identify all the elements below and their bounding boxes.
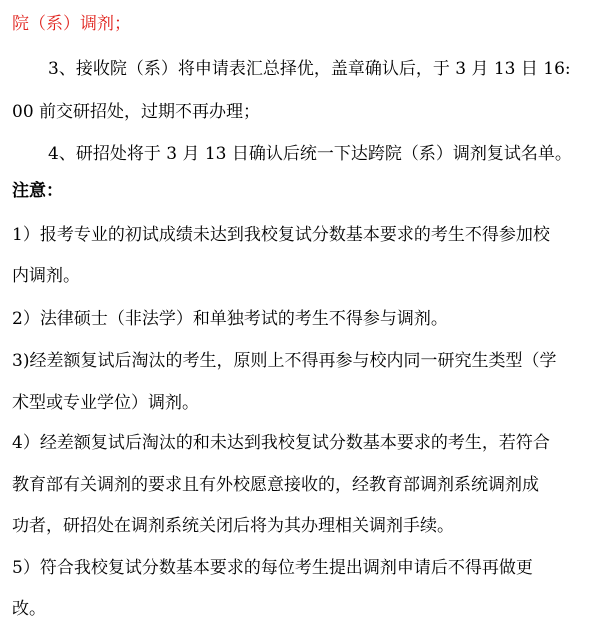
note-5-line-1: 5）符合我校复试分数基本要求的每位考生提出调剂申请后不得再做更	[12, 558, 533, 578]
note-1-line-2: 内调剂。	[12, 266, 80, 286]
note-5-line-2: 改。	[12, 599, 46, 619]
note-1-line-1: 1）报考专业的初试成绩未达到我校复试分数基本要求的考生不得参加校	[12, 225, 550, 245]
item-3-line-1: 3、接收院（系）将申请表汇总择优，盖章确认后，于 3 月 13 日 16:	[48, 59, 571, 79]
highlighted-line: 院（系）调剂；	[12, 14, 131, 34]
note-3-line-1: 3)经差额复试后淘汰的考生，原则上不得再参与校内同一研究生类型（学	[12, 351, 557, 371]
notice-heading: 注意：	[12, 181, 63, 201]
item-4-line: 4、研招处将于 3 月 13 日确认后统一下达跨院（系）调剂复试名单。	[48, 144, 572, 164]
note-4-line-3: 功者，研招处在调剂系统关闭后将为其办理相关调剂手续。	[12, 516, 454, 536]
note-4-line-1: 4）经差额复试后淘汰的和未达到我校复试分数基本要求的考生，若符合	[12, 433, 550, 453]
note-2-line: 2）法律硕士（非法学）和单独考试的考生不得参与调剂。	[12, 309, 448, 329]
note-4-line-2: 教育部有关调剂的要求且有外校愿意接收的，经教育部调剂系统调剂成	[12, 475, 539, 495]
note-3-line-2: 术型或专业学位）调剂。	[12, 393, 199, 413]
item-3-line-2: 00 前交研招处，过期不再办理；	[12, 102, 261, 122]
